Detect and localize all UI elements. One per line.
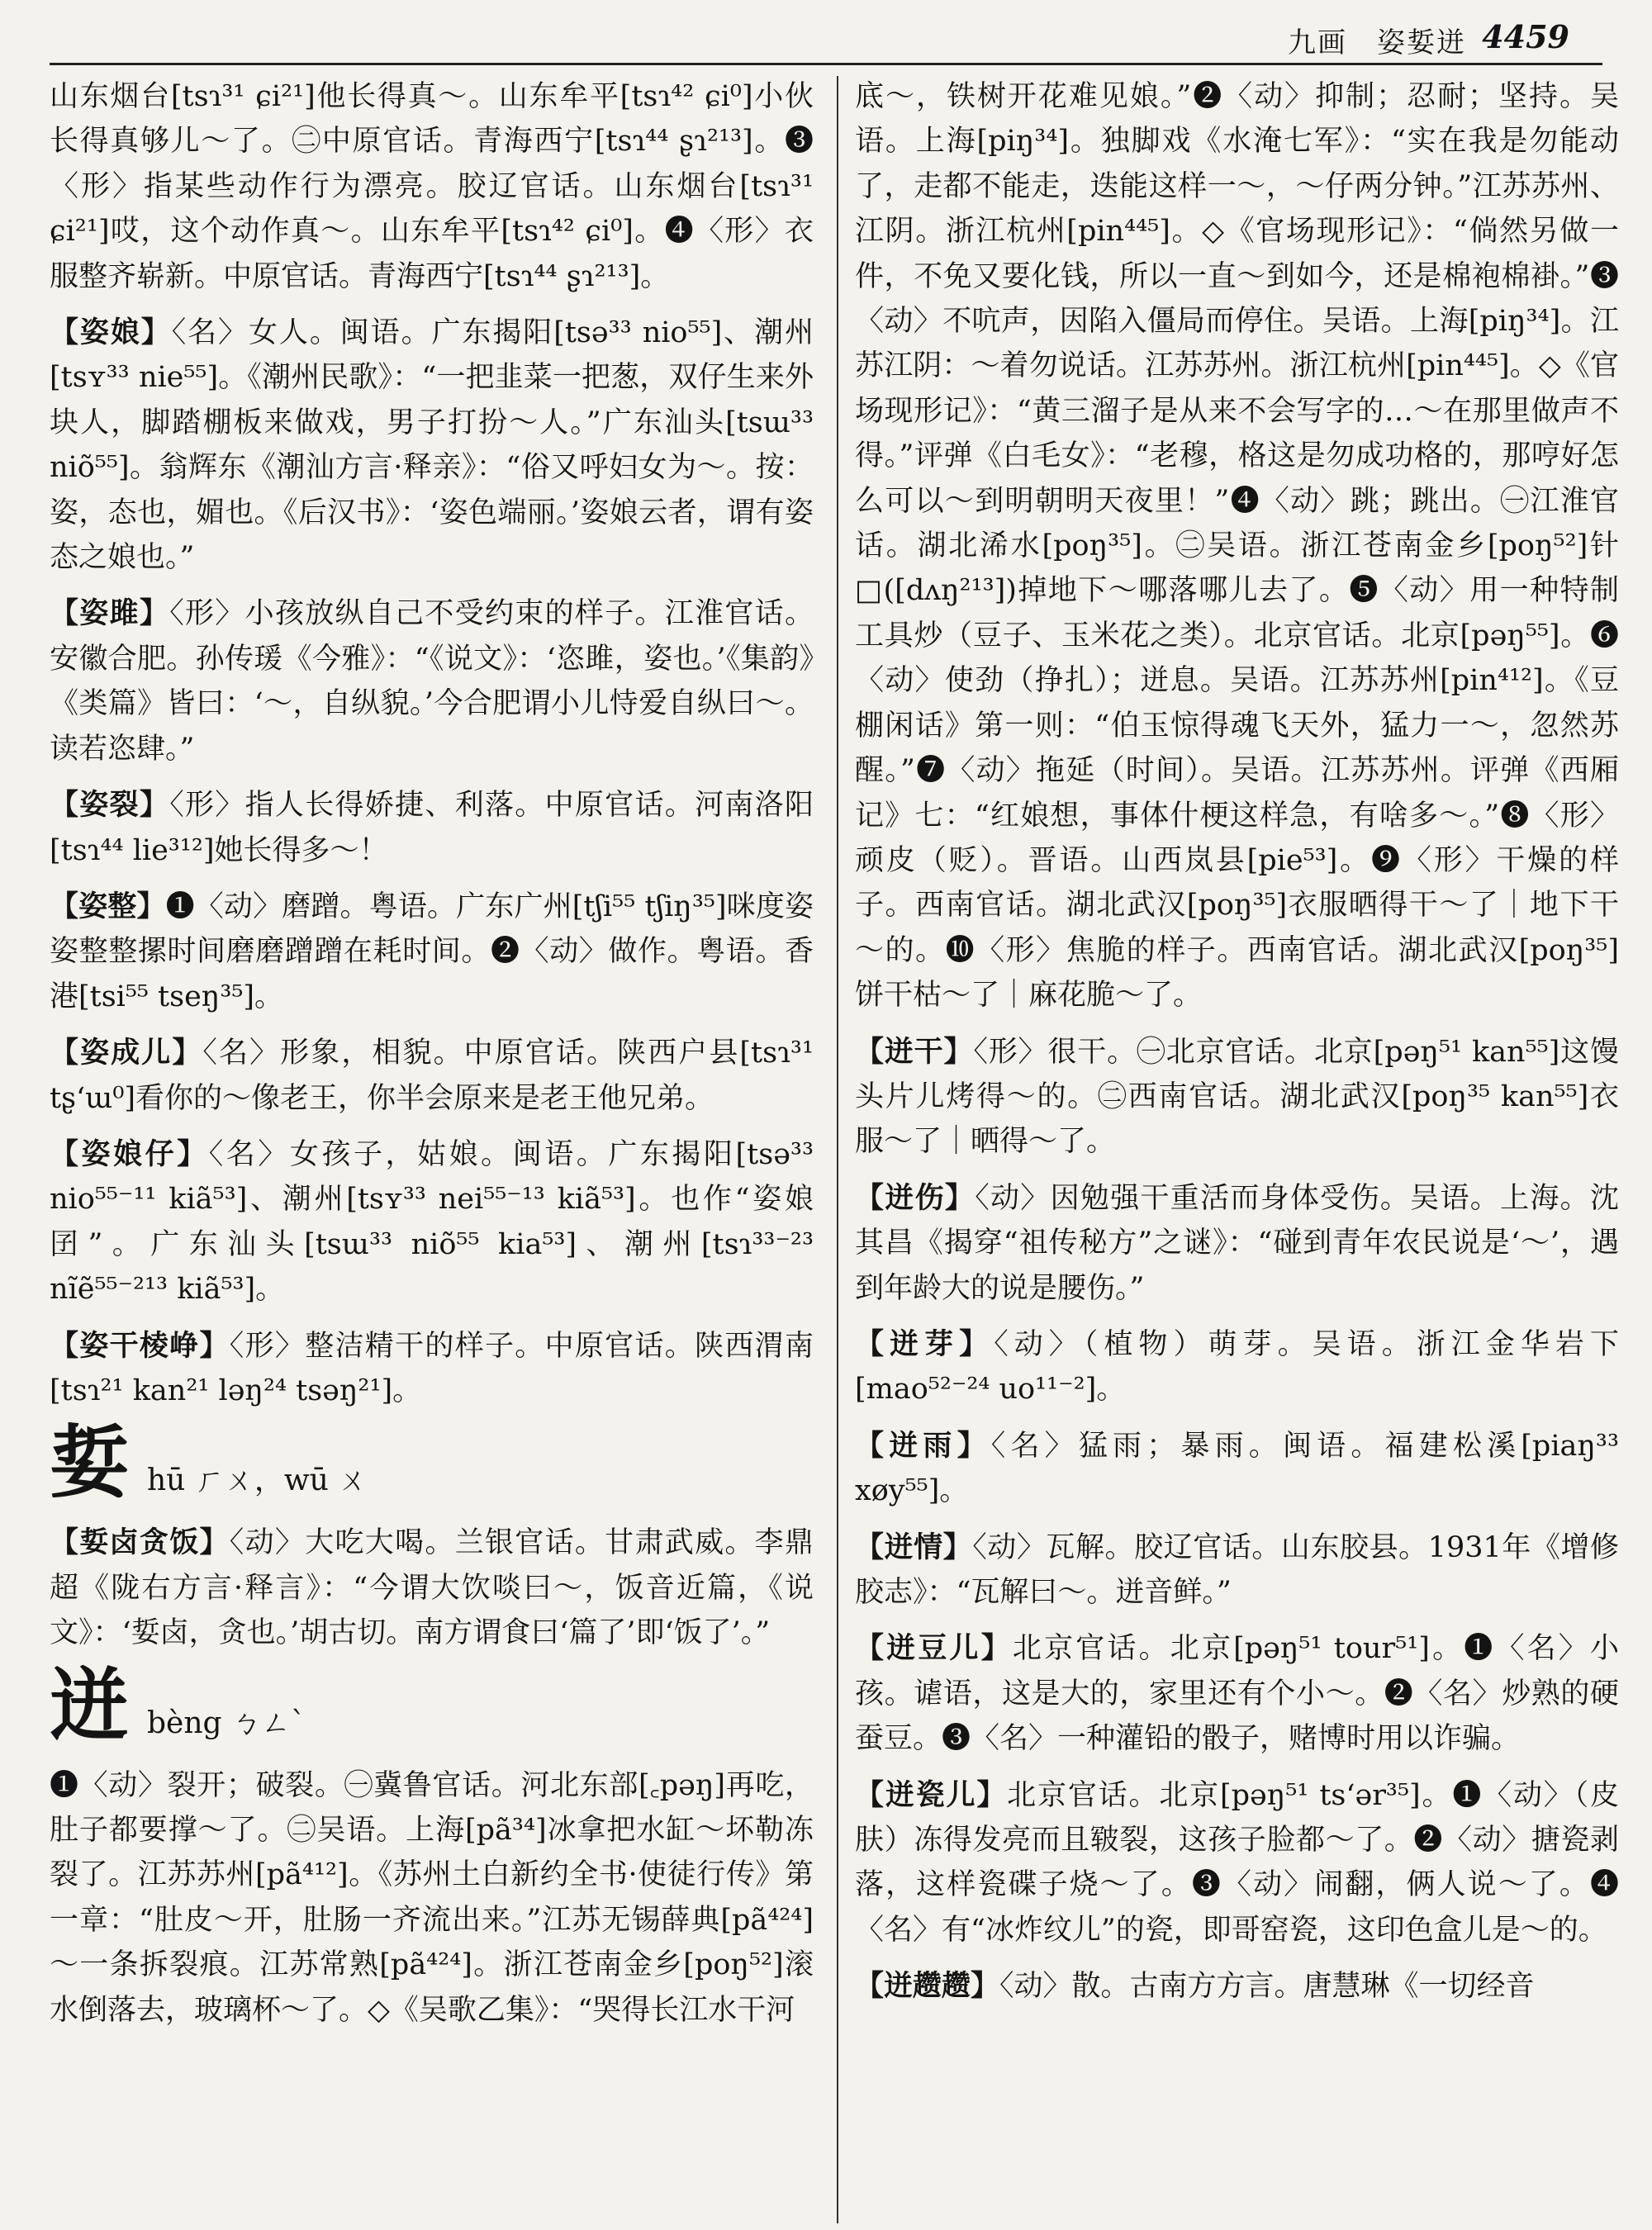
character-heading (50, 1416, 814, 1519)
entry-headword: 【迸芽】 (855, 1326, 995, 1361)
entry-headword: 【迸伤】 (855, 1180, 976, 1215)
dictionary-entry (50, 1324, 814, 1414)
entry-definition: 〈名〉女人。闽语。广东揭阳[tsə³³ nio⁵⁵]、潮州[tsʏ³³ nie⁵⁵]。《潮州民歌》：“一把韭菜一把葱，双仔生来外块人，脚踏棚板来做戏，男子打扮～人。”广东汕头[tsɯ³³ niõ⁵⁵]。翁辉东《潮汕方言·释亲》：“俗又呼妇女为～。按：姿，态也，媚也。《后汉书》：‘姿色端丽。’姿娘云者，谓有姿态之娘也。” (50, 316, 814, 575)
dictionary-entry (855, 1424, 1619, 1514)
entry-definition: 〈动〉散。古南方方言。唐慧琳《一切经音 (999, 1970, 1535, 2004)
page-header (50, 0, 1602, 65)
dictionary-entry (855, 1964, 1619, 2009)
entry-headword: 【姿成儿】 (50, 1036, 203, 1070)
entry-definition: 〈动〉瓦解。胶辽官话。山东胶县。1931年《增修胶志》：“瓦解曰～。迸音鲜。” (855, 1530, 1619, 1609)
right-column (855, 74, 1619, 2220)
entry-headword: 【迸趱趱】 (855, 1969, 1000, 2004)
entry-headword: 【姿裂】 (50, 788, 170, 823)
head-character: 迸 (50, 1658, 129, 1752)
dictionary-entry (50, 885, 814, 1019)
entry-definition: 北京官话。北京[pəŋ⁵¹ tsʻər³⁵]。❶〈动〉（皮肤）冻得发亮而且皲裂，这孩子脸都～了。❷〈动〉搪瓷剥落，这样瓷碟子烧～了。❸〈动〉闹翻，俩人说～了。❹〈名〉有“冰炸纹儿”的瓷，即哥窑瓷，这印色盒儿是～的。 (855, 1778, 1619, 1947)
character-definition (50, 1763, 814, 2033)
dictionary-entry (855, 1322, 1619, 1412)
page-number: 4459 (1482, 18, 1569, 55)
entry-definition: 〈形〉小孩放纵自己不受约束的样子。江淮官话。安徽合肥。孙传瑗《今雅》：“《说文》：‘恣雎，姿也。’《集韵》《类篇》皆曰：‘～，自纵貌。’今合肥谓小儿恃爱自纵曰～。读若恣肆。” (50, 597, 814, 766)
column-divider (837, 76, 838, 2223)
character-pronunciation: bèng ㄅㄥˋ (147, 1706, 306, 1740)
entry-definition: 底～，铁树开花难见娘。”❷〈动〉抑制；忍耐；坚持。吴语。上海[piŋ³⁴]。独脚戏《水淹七军》：“实在我是勿能动了，走都不能走，迭能这样一～，～仔两分钟。”江苏苏州、江阴。浙江杭州[pin⁴⁴⁵]。◇《官场现形记》：“倘然另做一件，不免又要化钱，所以一直～到如今，还是棉袍棉褂。”❸〈动〉不吭声，因陷入僵局而停住。吴语。上海[piŋ³⁴]。江苏江阴：～着勿说话。江苏苏州。浙江杭州[pin⁴⁴⁵]。◇《官场现形记》：“黄三溜子是从来不会写字的…～在那里做声不得。”评弹《白毛女》：“老穆，格这是勿成功格的，那哼好怎么可以～到明朝明天夜里！”❹〈动〉跳；跳出。㊀江淮官话。湖北浠水[poŋ³⁵]。㊁吴语。浙江苍南金乡[poŋ⁵²]针□([dʌŋ²¹³])掉地下～哪落哪儿去了。❺〈动〉用一种特制工具炒（豆子、玉米花之类）。北京官话。北京[pəŋ⁵⁵]。❻〈动〉使劲（挣扎）；迸息。吴语。江苏苏州[pin⁴¹²]。《豆棚闲话》第一则：“伯玉惊得魂飞天外，猛力一～，忽然苏醒。”❼〈动〉拖延（时间）。吴语。江苏苏州。评弹《西厢记》七：“红娘想，事体什梗这样急，有啥多～。”❽〈形〉顽皮（贬）。晋语。山西岚县[pie⁵³]。❾〈形〉干燥的样子。西南官话。湖北武汉[poŋ³⁵]衣服晒得干～了｜地下干～的。❿〈形〉焦脆的样子。西南官话。湖北武汉[poŋ³⁵]饼干枯～了｜麻花脆～了。 (855, 80, 1619, 1013)
entry-definition: 〈名〉形象，相貌。中原官话。陕西户县[tsɿ³¹ tʂʻɯ⁰]看你的～像老王，你半会原来是老王他兄弟。 (50, 1037, 814, 1115)
dictionary-entry (855, 1030, 1619, 1165)
character-pronunciation: hū ㄏㄨ，wū ㄨ (147, 1464, 368, 1498)
entry-definition: 〈名〉女孩子，姑娘。闽语。广东揭阳[tsə³³ nio⁵⁵⁻¹¹ kiã⁵³]、潮州[tsʏ³³ nei⁵⁵⁻¹³ kiã⁵³]。也作“姿娘囝”。广东汕头[tsɯ³³ niõ⁵⁵ kia⁵³]、潮州[tsɿ³³⁻²³ nĩẽ⁵⁵⁻²¹³ kiã⁵³]。 (50, 1137, 814, 1307)
entry-definition: 〈动〉大吃大喝。兰银官话。甘肃武威。李鼎超《陇右方言·释言》：“今谓大饮啖曰～，饭音近篇，《说文》：‘娎卤，贪也。’胡古切。南方谓食曰‘篇了’即‘饭了’。” (50, 1526, 814, 1650)
entry-headword: 【迸雨】 (855, 1428, 991, 1463)
left-column (50, 74, 814, 2220)
entry-definition: 〈形〉很干。㊀北京官话。北京[pəŋ⁵¹ kan⁵⁵]这馒头片儿烤得～的。㊁西南官话。湖北武汉[poŋ³⁵ kan⁵⁵]衣服～了｜晒得～了。 (855, 1035, 1619, 1159)
entry-headword: 【娎卤贪饭】 (50, 1525, 230, 1560)
entry-headword: 【迸情】 (855, 1530, 973, 1564)
entry-headword: 【姿雎】 (50, 596, 170, 631)
character-heading (50, 1658, 814, 1762)
entry-headword: 【姿整】 (50, 889, 166, 923)
entry-definition: 山东烟台[tsɿ³¹ ɕi²¹]他长得真～。山东牟平[tsɿ⁴² ɕi⁰]小伙长得真够儿～了。㊁中原官话。青海西宁[tsɿ⁴⁴ ʂɿ²¹³]。❸〈形〉指某些动作行为漂亮。胶辽官话。山东烟台[tsɿ³¹ ɕi²¹]哎，这个动作真～。山东牟平[tsɿ⁴² ɕi⁰]。❹〈形〉衣服整齐崭新。中原官话。青海西宁[tsɿ⁴⁴ ʂɿ²¹³]。 (50, 80, 814, 293)
dictionary-entry (855, 1626, 1619, 1761)
entry-definition: 〈名〉猛雨；暴雨。闽语。福建松溪[piaŋ³³ xøy⁵⁵]。 (855, 1429, 1619, 1508)
entry-headword: 【姿干棱峥】 (50, 1328, 230, 1363)
entry-definition: 北京官话。北京[pəŋ⁵¹ tour⁵¹]。❶〈名〉小孩。谑语，这是大的，家里还有个小～。❷〈名〉炒熟的硬蚕豆。❸〈名〉一种灌铅的骰子，赌博时用以诈骗。 (855, 1632, 1619, 1756)
entry-definition: 〈形〉指人长得娇捷、利落。中原官话。河南洛阳[tsɿ⁴⁴ lie³¹²]她长得多～！ (50, 789, 814, 867)
entry-definition: 〈动〉（植物）萌芽。吴语。浙江金华岩下[mao⁵²⁻²⁴ uo¹¹⁻²]。 (855, 1327, 1619, 1407)
entry-definition: ❶〈动〉裂开；破裂。㊀冀鲁官话。河北东部[꜀pəŋ]再吃，肚子都要撑～了。㊁吴语。上海[pã³⁴]冰拿把水缸～坏勒冻裂了。江苏苏州[pã⁴¹²]。《苏州土白新约全书·使徒行传》第一章：“肚皮～开，肚肠一齐流出来。”江苏无锡薛典[pã⁴²⁴]～一条拆裂痕。江苏常熟[pã⁴²⁴]。浙江苍南金乡[poŋ⁵²]滚水倒落去，玻璃杯～了。◇《吴歌乙集》：“哭得长江水干河 (50, 1768, 814, 2027)
dictionary-entry (855, 1525, 1619, 1616)
entry-headword: 【姿娘仔】 (50, 1136, 209, 1171)
entry-definition: 〈形〉整洁精干的样子。中原官话。陕西渭南[tsɿ²¹ kan²¹ ləŋ²⁴ tsəŋ²¹]。 (50, 1329, 814, 1407)
dictionary-entry (855, 1176, 1619, 1311)
head-character: 娎 (50, 1416, 129, 1510)
entry-definition: 〈动〉因勉强干重活而身体受伤。吴语。上海。沈其昌《揭穿“祖传秘方”之谜》：“碰到青年农民说是‘～’，遇到年龄大的说是腰伤。” (855, 1181, 1619, 1305)
dictionary-entry (50, 1132, 814, 1312)
running-header-title: 九画 姿娎迸 (1288, 26, 1466, 59)
continued-entry (855, 74, 1619, 1018)
dictionary-entry (50, 1521, 814, 1655)
dictionary-entry (50, 311, 814, 580)
dictionary-entry (855, 1773, 1619, 1953)
dictionary-entry (50, 591, 814, 771)
continued-entry (50, 74, 814, 299)
dictionary-entry (50, 1031, 814, 1121)
entry-headword: 【迸干】 (855, 1034, 974, 1069)
entry-headword: 【姿娘】 (50, 316, 172, 350)
entry-definition: ❶〈动〉磨蹭。粤语。广东广州[tʃi⁵⁵ tʃiŋ³⁵]咪度姿姿整整摞时间磨磨蹭蹭在耗时间。❷〈动〉做作。粤语。香港[tsi⁵⁵ tseŋ³⁵]。 (50, 890, 814, 1013)
entry-headword: 【迸豆儿】 (855, 1631, 1013, 1666)
entry-headword: 【迸瓷儿】 (855, 1777, 1008, 1812)
dictionary-entry (50, 783, 814, 873)
